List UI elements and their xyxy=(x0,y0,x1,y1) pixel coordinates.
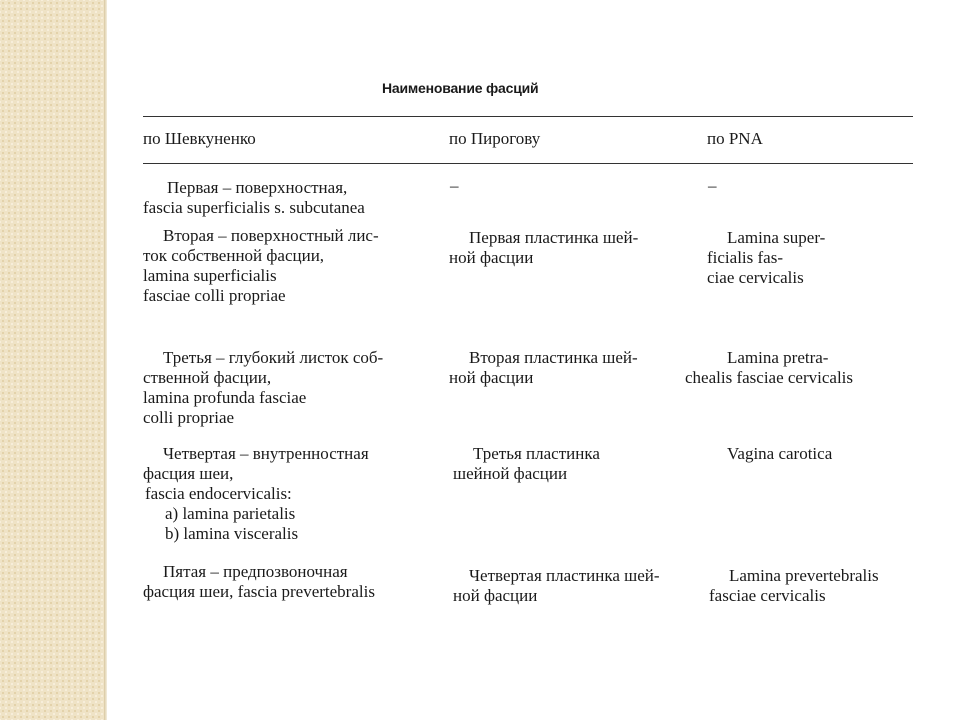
cell-line: Lamina pretra- xyxy=(727,348,829,367)
cell-line: Третья пластинка xyxy=(473,444,600,463)
table-cell-shevkunenko xyxy=(143,348,383,428)
cell-line: chealis fasciae cervicalis xyxy=(685,368,854,387)
cell-line: шейной фасции xyxy=(453,464,568,483)
table-cell-shevkunenko xyxy=(143,226,379,306)
table-cell-pna xyxy=(685,348,853,388)
table-cell-pna xyxy=(727,444,832,464)
cell-line: Четвертая пластинка шей- xyxy=(469,566,660,585)
cell-line: ной фасции xyxy=(449,368,534,387)
cell-line: fasciae colli propriae xyxy=(143,286,286,305)
table-cell-shevkunenko xyxy=(143,178,365,218)
cell-line: Первая пластинка шей- xyxy=(469,228,639,247)
table-cell-shevkunenko xyxy=(143,562,375,602)
cell-line: ной фасции xyxy=(453,586,538,605)
column-header-shevkunenko: по Шевкуненко xyxy=(143,129,256,148)
cell-line: fascia endocervicalis: xyxy=(145,484,292,503)
column-header-pna: по PNA xyxy=(707,129,763,148)
table-title: Наименование фасций xyxy=(382,80,539,96)
cell-line: b) lamina visceralis xyxy=(165,524,299,543)
table-header-rule xyxy=(143,163,913,164)
cell-line: fascia superficialis s. subcutanea xyxy=(143,198,365,217)
table-top-rule xyxy=(143,116,913,117)
cell-line: Пятая – предпозвоночная xyxy=(163,562,348,581)
table-cell-pirogov xyxy=(449,228,638,268)
cell-line: ток собственной фасции, xyxy=(143,246,325,265)
table-cell-pirogov xyxy=(449,348,638,388)
decorative-side-panel xyxy=(0,0,104,720)
column-header-pirogov: по Пирогову xyxy=(449,129,541,148)
cell-line: фасция шеи, xyxy=(143,464,234,483)
empty-cell-dash: – xyxy=(450,176,459,195)
cell-line: фасция шеи, fascia prevertebralis xyxy=(143,582,375,601)
cell-line: Вторая пластинка шей- xyxy=(469,348,638,367)
cell-line: ственной фасции, xyxy=(143,368,272,387)
cell-line: Четвертая – внутренностная xyxy=(163,444,369,463)
cell-line: ficialis fas- xyxy=(707,248,783,267)
table-cell-pirogov xyxy=(453,566,660,606)
cell-line: Первая – поверхностная, xyxy=(167,178,348,197)
empty-cell-dash: – xyxy=(708,176,717,195)
cell-line: lamina profunda fasciae xyxy=(143,388,307,407)
table-cell-shevkunenko xyxy=(143,444,369,544)
cell-line: ciae cervicalis xyxy=(707,268,804,287)
cell-line: Lamina prevertebralis xyxy=(729,566,879,585)
cell-line: Вторая – поверхностный лис- xyxy=(163,226,379,245)
cell-line: lamina superficialis xyxy=(143,266,277,285)
cell-line: ной фасции xyxy=(449,248,534,267)
cell-line: Третья – глубокий листок соб- xyxy=(163,348,384,367)
table-cell-pirogov xyxy=(453,444,600,484)
cell-line: fasciae cervicalis xyxy=(709,586,826,605)
cell-line: Vagina carotica xyxy=(727,444,833,463)
cell-line: Lamina super- xyxy=(727,228,826,247)
slide-content xyxy=(107,0,960,720)
table-cell-pna xyxy=(709,566,879,606)
table-cell-pna xyxy=(707,228,825,288)
cell-line: a) lamina parietalis xyxy=(165,504,296,523)
cell-line: colli propriae xyxy=(143,408,235,427)
